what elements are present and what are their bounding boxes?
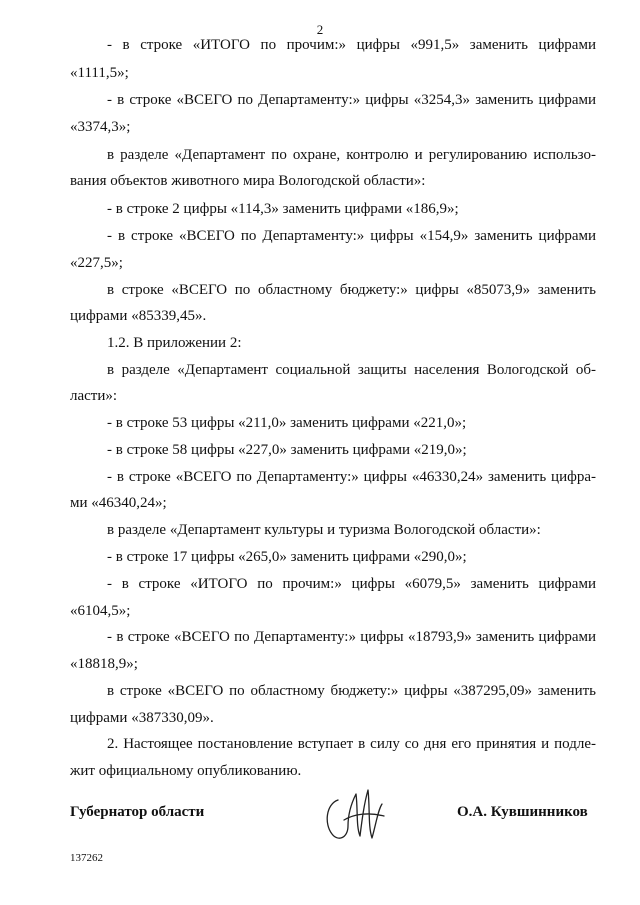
text-line: - в строке 2 цифры «114,3» заменить цифрами «186,9»; [107, 201, 459, 217]
text-line: - в строке «ИТОГО по прочим:» цифры «6079,5» заменить цифрами [107, 576, 596, 592]
signatory-title: Губернатор области [70, 804, 205, 820]
text-line: 1.2. В приложении 2: [107, 335, 242, 351]
document-code: 137262 [70, 852, 103, 864]
text-line: 2. Настоящее постановление вступает в силу со дня его принятия и подле- [107, 736, 596, 752]
text-line: цифрами «85339,45». [70, 308, 207, 324]
text-line: - в строке «ВСЕГО по Департаменту:» цифры «46330,24» заменить цифра- [107, 469, 596, 485]
text-line: «1111,5»; [70, 65, 129, 81]
text-line: в разделе «Департамент по охране, контролю и регулированию использо- [107, 147, 596, 163]
text-line: в строке «ВСЕГО по областному бюджету:» цифры «85073,9» заменить [107, 282, 596, 298]
text-line: «18818,9»; [70, 656, 138, 672]
text-line: - в строке 17 цифры «265,0» заменить цифрами «290,0»; [107, 549, 467, 565]
text-line: в разделе «Департамент культуры и туризма Вологодской области»: [107, 522, 541, 538]
handwritten-signature [318, 780, 390, 848]
text-line: в строке «ВСЕГО по областному бюджету:» цифры «387295,09» заменить [107, 683, 596, 699]
text-line: жит официальному опубликованию. [70, 763, 302, 779]
text-line: вания объектов животного мира Вологодской области»: [70, 173, 426, 189]
text-line: - в строке «ВСЕГО по Департаменту:» цифры «18793,9» заменить цифрами [107, 629, 596, 645]
text-line: «227,5»; [70, 255, 123, 271]
text-line: цифрами «387330,09». [70, 710, 214, 726]
text-line: ми «46340,24»; [70, 495, 167, 511]
page-number: 2 [316, 22, 324, 37]
text-line: ласти»: [70, 388, 118, 404]
text-line: - в строке 58 цифры «227,0» заменить цифрами «219,0»; [107, 442, 467, 458]
text-line: в разделе «Департамент социальной защиты населения Вологодской об- [107, 362, 596, 378]
text-line: «3374,3»; [70, 119, 131, 135]
text-line: - в строке 53 цифры «211,0» заменить цифрами «221,0»; [107, 415, 467, 431]
text-line: - в строке «ВСЕГО по Департаменту:» цифры «154,9» заменить цифрами [107, 228, 596, 244]
text-line: - в строке «ВСЕГО по Департаменту:» цифры «3254,3» заменить цифрами [107, 92, 596, 108]
text-line: - в строке «ИТОГО по прочим:» цифры «991,5» заменить цифрами [107, 37, 596, 53]
signatory-name: О.А. Кувшинников [457, 804, 588, 820]
text-line: «6104,5»; [70, 603, 131, 619]
